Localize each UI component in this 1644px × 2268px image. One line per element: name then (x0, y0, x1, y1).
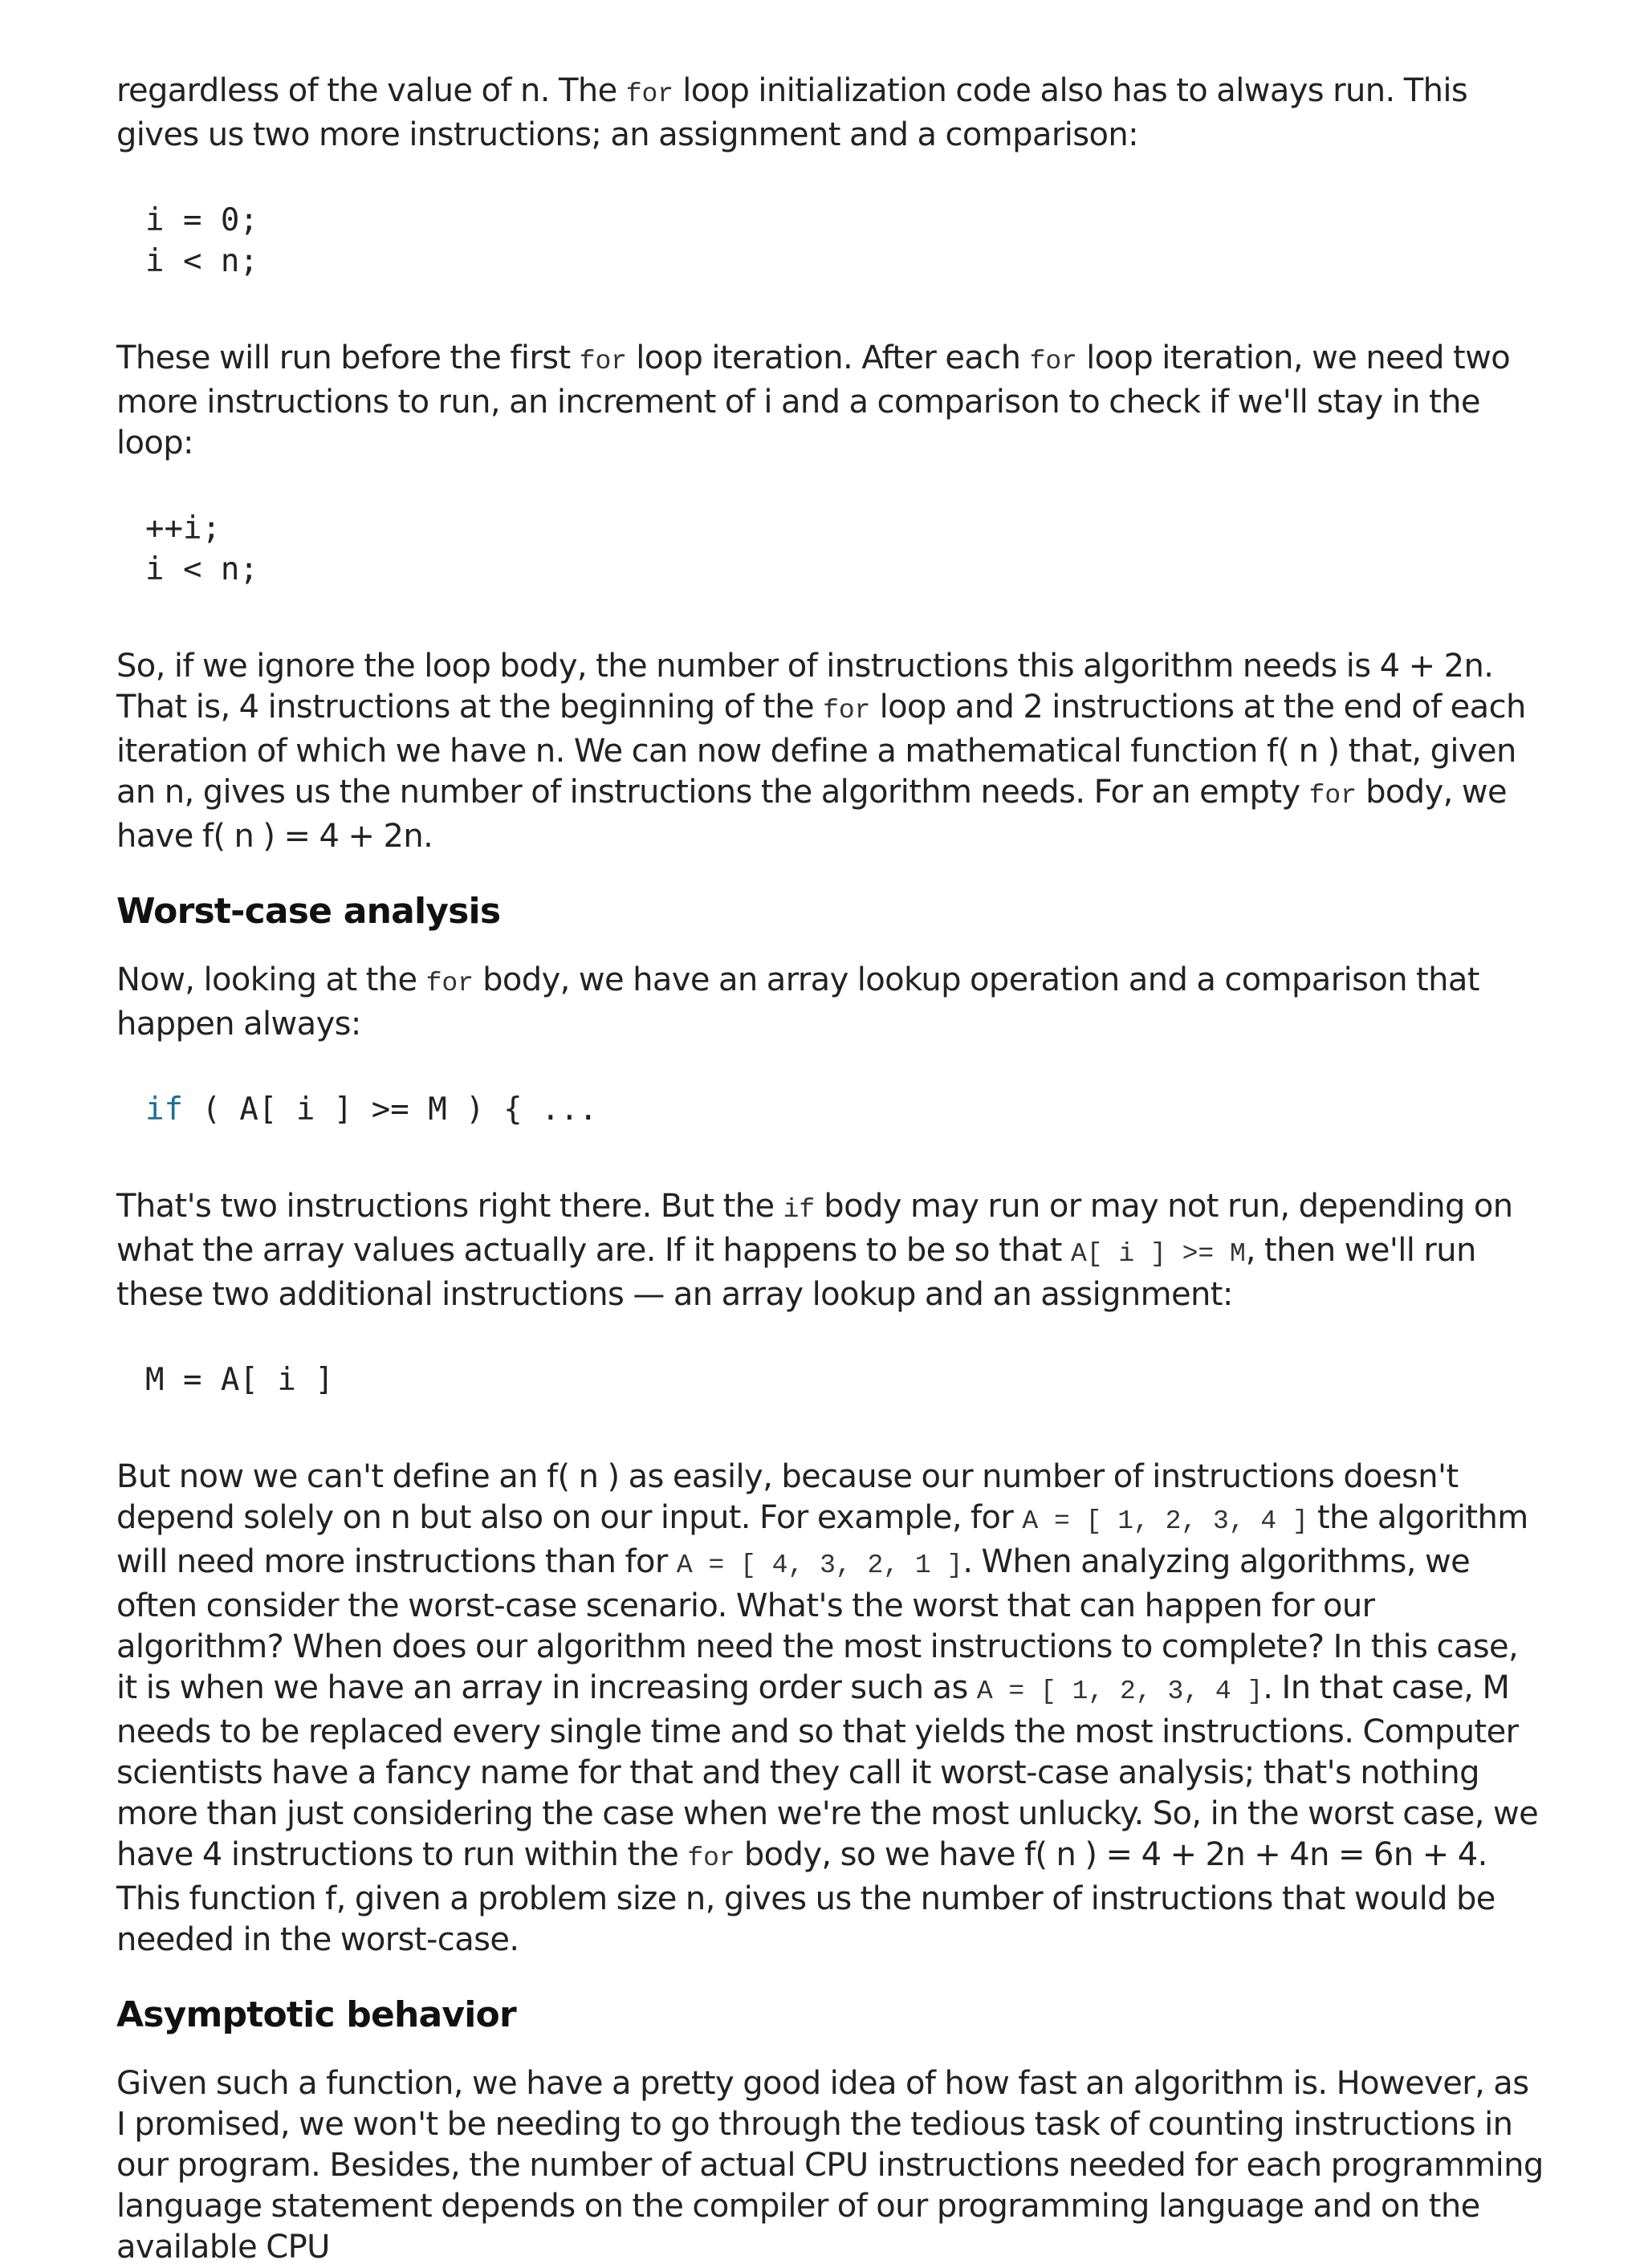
inline-code-array: A = [ 1, 2, 3, 4 ] (1022, 1506, 1308, 1536)
text-span: regardless of the value of n. The (116, 72, 626, 109)
code-block-if-statement (116, 1089, 1545, 1130)
code-block-initialization (116, 200, 1545, 282)
code-keyword: if (145, 1091, 183, 1128)
text-span: That's two instructions right there. But the (116, 1188, 783, 1225)
inline-code-for: for (687, 1843, 735, 1873)
section-heading-worst-case: Worst-case analysis (116, 891, 501, 932)
inline-code-array: A = [ 4, 3, 2, 1 ] (676, 1551, 963, 1580)
inline-code-condition: A[ i ] >= M (1070, 1239, 1246, 1269)
text-span: body, we have f( n ) = 4 + 2n. (116, 774, 1508, 855)
text-span: body may run or may not run, depending on what the array values actually are. If it happens to be so that (116, 1188, 1513, 1269)
paragraph-worst-case-explanation (116, 1457, 1545, 1961)
code-line: M = A[ i ] (145, 1362, 334, 1398)
text-span: These will run before the first (116, 339, 580, 376)
text-span: But now we can't define an f( n ) as easily, because our number of instructions doesn't depend solely on n but also on our input. For example, for (116, 1458, 1459, 1536)
paragraph-loop-initialization (116, 71, 1545, 156)
code-block-assignment (116, 1360, 1545, 1400)
code-line: ++i; (145, 510, 221, 547)
text-span: . When analyzing algorithms, we often consider the worst-case scenario. What's the worst that can happen for our algorithm? When does our algorithm need the most instructions to complete? In this case, it is when we have an array in increasing order such as (116, 1543, 1519, 1706)
paragraph-asymptotic-intro: Given such a function, we have a pretty good idea of how fast an algorithm is. However, as I promised, we won't be needing to go through the tedious task of counting instructions in our program. Besides, the number of actual CPU instructions needed for each programming language statement depends on the compiler of our programming language and on the available CPU (116, 2065, 1544, 2266)
code-line: i = 0; (145, 202, 258, 238)
text-span: loop initialization code also has to always run. This gives us two more instructions; an assignment and a comparison: (116, 72, 1468, 153)
paragraph-for-body (116, 960, 1545, 1045)
inline-code-array: A = [ 1, 2, 3, 4 ] (976, 1677, 1264, 1706)
text-span: , then we'll run these two additional instructions — an array lookup and an assignment: (116, 1232, 1476, 1313)
inline-code-for: for (823, 696, 871, 726)
text-span: loop iteration, we need two more instructions to run, an increment of i and a comparison to check if we'll stay in the loop: (116, 339, 1511, 461)
paragraph-instruction-count (116, 646, 1545, 857)
inline-code-for: for (625, 79, 674, 109)
code-line: i < n; (145, 551, 258, 587)
code-line: i < n; (145, 243, 258, 279)
text-span: body, we have an array lookup operation and a comparison that happen always: (116, 961, 1479, 1043)
text-span: Now, looking at the (116, 961, 426, 998)
paragraph-if-body (116, 1186, 1545, 1315)
text-span: body, so we have f( n ) = 4 + 2n + 4n = 6n + 4. This function f, given a problem size n, gives us the number of instructions that would be needed in the worst-case. (116, 1836, 1495, 1958)
text-span: . In that case, M needs to be replaced every single time and so that yields the most instructions. Computer scientists have a fancy name for that and they call it worst-case analysis; that's nothing more than just considering the case when we're the most unlucky. So, in the worst case, we have 4 instructions to run within the (116, 1669, 1539, 1873)
inline-code-for: for (1029, 347, 1077, 376)
text-span: loop and 2 instructions at the end of each iteration of which we have n. We can now define a mathematical function f( n ) that, given an n, gives us the number of instructions the algorithm needs. For an empty (116, 689, 1526, 811)
inline-code-for: for (425, 969, 474, 998)
paragraph-loop-iteration (116, 338, 1545, 464)
code-line: ( A[ i ] >= M ) { ... (182, 1091, 598, 1128)
text-span: loop iteration. After each (627, 339, 1030, 376)
text-span: the algorithm will need more instructions than for (116, 1499, 1528, 1580)
inline-code-if: if (783, 1195, 816, 1225)
document-page (116, 71, 1545, 2268)
code-block-increment (116, 508, 1545, 590)
inline-code-for: for (579, 347, 628, 376)
section-heading-asymptotic: Asymptotic behavior (116, 1994, 516, 2035)
inline-code-for: for (1308, 781, 1357, 811)
text-span: So, if we ignore the loop body, the number of instructions this algorithm needs is 4 + 2n. That is, 4 instructions at the beginning of the (116, 648, 1494, 726)
